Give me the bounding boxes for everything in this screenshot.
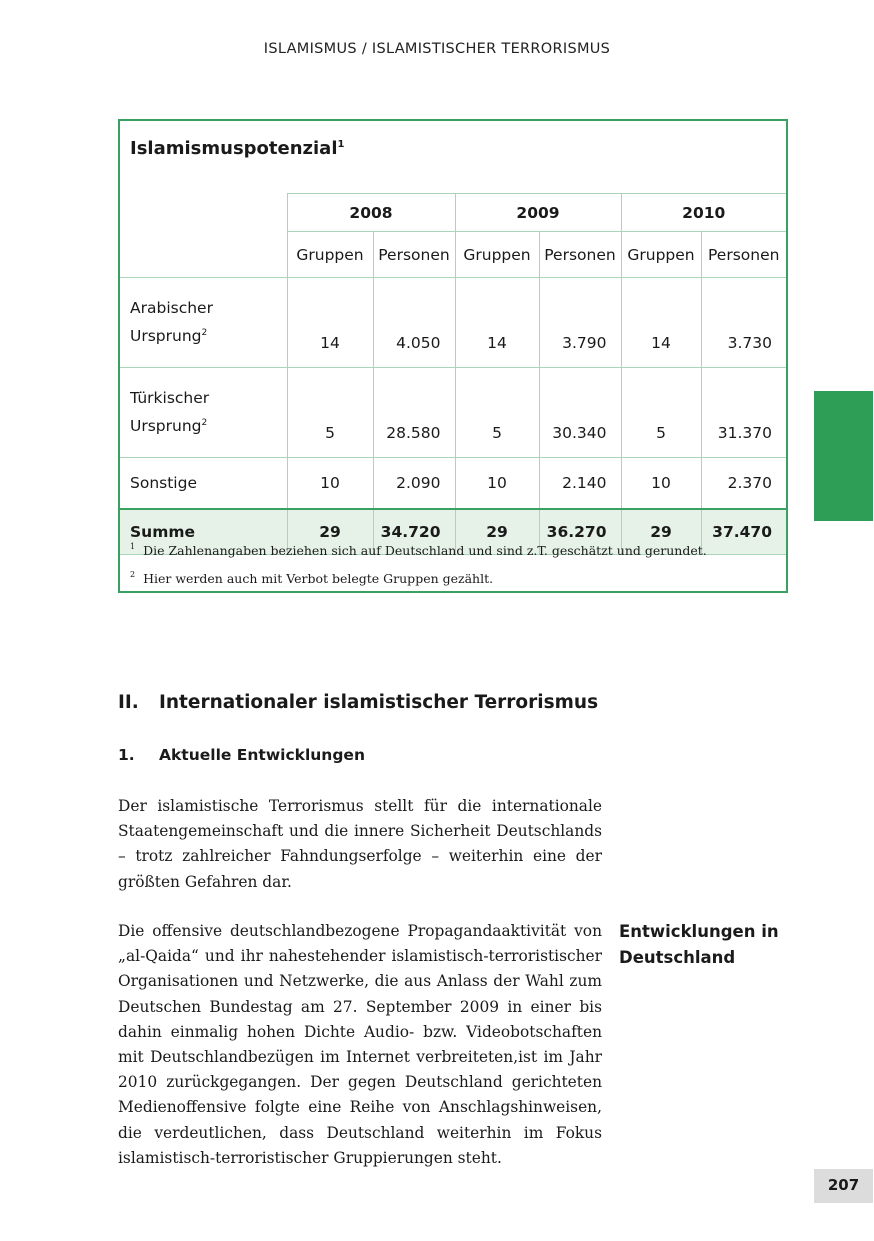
table-cell: 2.370 xyxy=(701,458,786,510)
body-paragraph-2: Die offensive deutschlandbezogene Propagandaaktivität von „al-Qaida“ und ihr nahestehender islamistisch-terroristischer Organisationen und Netzwerke, die aus Anlass der Wahl zum Deutschen Bundestag am 27. September 2009 in einer bis dahin einmalig hohen Dichte Audio- bzw. Videobotschaften mit Deutschlandbezügen im Internet verbreiteten,ist im Jahr 2010 zurückgegangen. Der gegen Deutschland gerichteten Medienoffensive folgte eine Reihe von Anschlagshinweisen, die verdeutlichen, dass Deutschland weiterhin im Fokus islamistisch-terroristischer Gruppierungen steht. xyxy=(118,922,602,1167)
table-cell: 5 xyxy=(455,368,539,458)
sub-header: Personen xyxy=(539,232,621,278)
table-row xyxy=(120,278,786,368)
table-footnotes xyxy=(130,537,707,593)
table-cell: 2.140 xyxy=(539,458,621,510)
table-cell: 14 xyxy=(287,278,373,368)
running-head: ISLAMISMUS / ISLAMISTISCHER TERRORISMUS xyxy=(263,41,611,57)
table-cell: 31.370 xyxy=(701,368,786,458)
year-header-2008: 2008 xyxy=(287,194,455,232)
table-row xyxy=(120,458,786,510)
table-cell: 5 xyxy=(287,368,373,458)
subsection-heading: 1. Aktuelle Entwicklungen xyxy=(118,746,365,764)
table-cell: 3.790 xyxy=(539,278,621,368)
page-number: 207 xyxy=(814,1169,873,1203)
islamismuspotenzial-table xyxy=(120,193,786,555)
body-paragraph-1: Der islamistische Terrorismus stellt für die internationale Staatengemeinschaft und die innere Sicherheit Deutschlands – trotz zahlreicher Fahndungserfolge – weiterhin eine der größten Gefahren dar. xyxy=(118,797,602,891)
year-header-2009: 2009 xyxy=(455,194,621,232)
row-label: Arabischer Ursprung$^2$ xyxy=(120,278,287,368)
sub-header: Personen xyxy=(373,232,455,278)
sum-cell: 29 xyxy=(287,509,373,555)
table-cell: 3.730 xyxy=(701,278,786,368)
sum-cell: 29 xyxy=(621,509,701,555)
row-label: Türkischer Ursprung$^2$ xyxy=(120,368,287,458)
margin-note: Entwicklungen in Deutschland xyxy=(619,922,779,967)
year-header-row xyxy=(120,194,786,232)
table-cell: 10 xyxy=(287,458,373,510)
table-cell: 14 xyxy=(621,278,701,368)
title-footnote-mark: 1 xyxy=(337,139,345,150)
sub-header: Personen xyxy=(701,232,786,278)
sub-header: Gruppen xyxy=(455,232,539,278)
footnote-1: $^1$ Die Zahlenangaben beziehen sich auf Deutschland und sind z.T. geschätzt und gerundet. xyxy=(130,542,707,558)
sum-cell: 29 xyxy=(455,509,539,555)
table-cell: 5 xyxy=(621,368,701,458)
section-heading: II. Internationaler islamistischer Terrorismus xyxy=(118,692,599,713)
table-title: Islamismuspotenzial$^1$ xyxy=(130,138,345,159)
row-label: Sonstige xyxy=(120,458,287,510)
footnote-2: $^2$ Hier werden auch mit Verbot belegte Gruppen gezählt. xyxy=(130,570,494,586)
table-cell: 10 xyxy=(621,458,701,510)
table-cell: 30.340 xyxy=(539,368,621,458)
sub-header: Gruppen xyxy=(287,232,373,278)
table-cell: 10 xyxy=(455,458,539,510)
table-row xyxy=(120,368,786,458)
sub-header: Gruppen xyxy=(621,232,701,278)
table-cell: 28.580 xyxy=(373,368,455,458)
sum-cell: 36.270 xyxy=(539,509,621,555)
year-header-2010: 2010 xyxy=(621,194,786,232)
header-corner xyxy=(120,194,287,278)
sum-cell: 37.470 xyxy=(701,509,786,555)
sum-label: Summe xyxy=(120,509,287,555)
table-cell: 2.090 xyxy=(373,458,455,510)
table-cell: 14 xyxy=(455,278,539,368)
chapter-tab-marker xyxy=(814,391,873,521)
sum-cell: 34.720 xyxy=(373,509,455,555)
table-cell: 4.050 xyxy=(373,278,455,368)
islamismuspotenzial-table-box xyxy=(118,119,788,593)
